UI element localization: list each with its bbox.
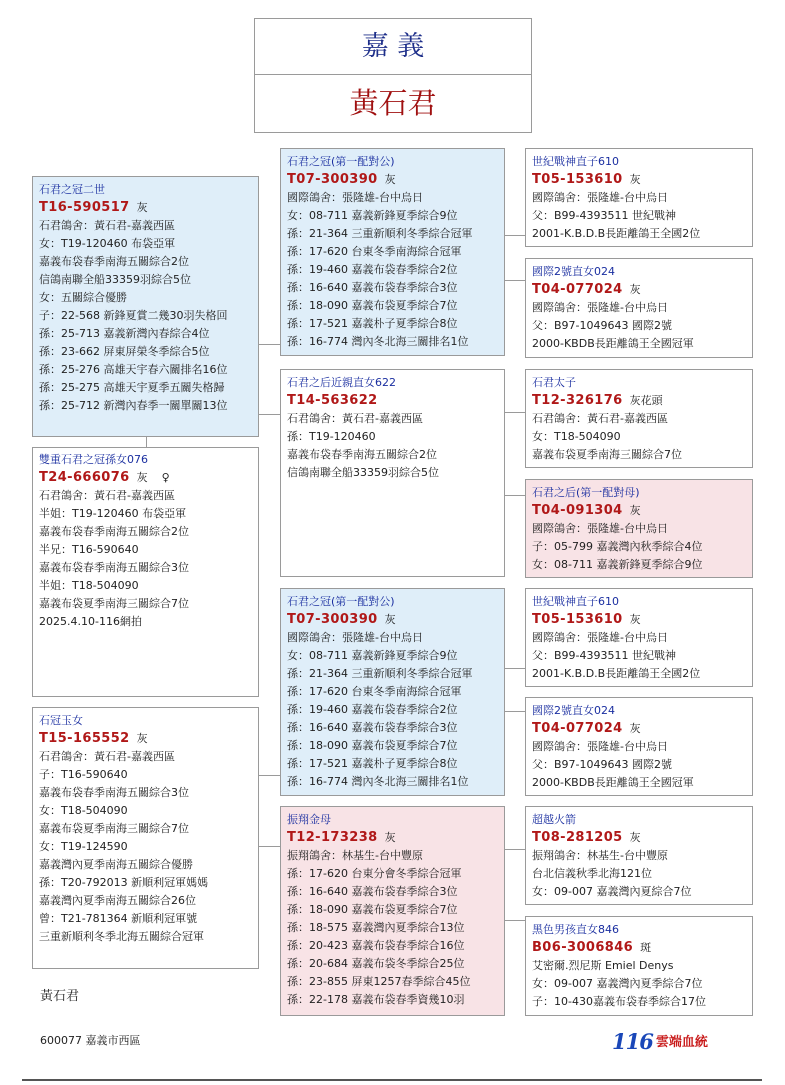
connector-line (505, 495, 525, 496)
pedigree-card-sire (32, 176, 259, 437)
ring-number: T16-590517 (39, 200, 130, 215)
record-line: 女：09-007 嘉義灣內夏綜合7位 (532, 885, 692, 898)
ring-number: T04-091304 (532, 503, 623, 518)
record-line: 曾：T21-781364 新順利冠軍號 (39, 912, 198, 925)
record-line: 國際鴿舍：張隆雄-台中烏日 (532, 522, 668, 535)
record-line: 孫：17-521 嘉義朴子夏季綜合8位 (287, 317, 458, 330)
ring-number: T05-153610 (532, 612, 623, 627)
record-line: 孫：25-276 高雄天宇春六關排名16位 (39, 363, 228, 376)
feather-color: 灰 (136, 201, 148, 214)
ring-number: T04-077024 (532, 721, 623, 736)
ring-number: B06-3006846 (532, 940, 634, 955)
pigeon-name: 石君之后近親直女622 (287, 376, 396, 389)
pedigree-card-granddam (280, 369, 505, 577)
record-line: 嘉義布袋夏季南海三關綜合7位 (39, 597, 189, 610)
pigeon-name: 世紀戰神直子610 (532, 595, 619, 608)
record-line: 孫：16-640 嘉義布袋春季綜合3位 (287, 885, 458, 898)
ring-number: T14-563622 (287, 393, 378, 408)
record-line: 國際鴿舍：張隆雄-台中烏日 (532, 301, 668, 314)
connector-line (505, 711, 525, 712)
record-line: 嘉義灣內夏季南海五關綜合優勝 (39, 858, 193, 871)
owner-address: 600077 嘉義市西區 (40, 1034, 141, 1047)
record-line: 女：五關綜合優勝 (39, 291, 127, 304)
record-line: 振翔鴿舍：林基生-台中豐原 (532, 849, 668, 862)
record-line: 孫：18-090 嘉義布袋夏季綜合7位 (287, 739, 458, 752)
record-line: 子：10-430嘉義布袋春季綜合17位 (532, 995, 706, 1008)
record-line: 孫：16-774 灣內冬北海三關排名1位 (287, 775, 469, 788)
record-line: 孫：18-090 嘉義布袋夏季綜合7位 (287, 299, 458, 312)
record-line: 艾密爾.烈尼斯 Emiel Denys (532, 959, 674, 972)
pedigree-card-subject (32, 447, 259, 697)
pedigree-card-great-grandparent (525, 697, 753, 796)
record-line: 嘉義布袋春季南海五關綜合3位 (39, 561, 189, 574)
pedigree-card-great-grandparent (525, 258, 753, 358)
record-line: 孫：19-460 嘉義布袋春季綜合2位 (287, 703, 458, 716)
feather-color: 灰 (136, 471, 148, 484)
pigeon-name: 世紀戰神直子610 (532, 155, 619, 168)
record-line: 國際鴿舍：張隆雄-台中烏日 (532, 191, 668, 204)
record-line: 孫：25-275 高雄天宇夏季五關失格歸 (39, 381, 225, 394)
record-line: 孫：23-855 屏東1257春季綜合45位 (287, 975, 471, 988)
record-line: 孫：16-640 嘉義布袋春季綜合3位 (287, 281, 458, 294)
record-line: 孫：25-713 嘉義新灣內春綜合4位 (39, 327, 210, 340)
record-line: 女：08-711 嘉義新鋒夏季綜合9位 (287, 209, 458, 222)
feather-color: 灰 (136, 732, 148, 745)
pedigree-card-great-grandparent (525, 479, 753, 578)
record-line: 嘉義布袋春季南海五關綜合3位 (39, 786, 189, 799)
record-line: 半兄：T16-590640 (39, 543, 139, 556)
connector-line (505, 280, 525, 281)
record-line: 2001-K.B.D.B長距離鴿王全國2位 (532, 667, 701, 680)
record-line: 孫：21-364 三重新順利冬季綜合冠軍 (287, 667, 473, 680)
connector-line (505, 849, 525, 850)
record-line: 石君鴿舍：黃石君-嘉義西區 (39, 750, 175, 763)
feather-color: 灰 (629, 173, 641, 186)
record-line: 孫：25-712 新灣內春季一關單關13位 (39, 399, 228, 412)
pigeon-name: 石冠玉女 (39, 714, 83, 727)
record-line: 石君鴿舍：黃石君-嘉義西區 (287, 412, 423, 425)
record-line: 子：T16-590640 (39, 768, 128, 781)
record-line: 國際鴿舍：張隆雄-台中烏日 (287, 631, 423, 644)
pigeon-name: 石君之冠(第一配對公) (287, 595, 395, 608)
record-line: 女：T18-504090 (532, 430, 621, 443)
loft-title: 嘉 義 (254, 18, 532, 76)
record-line: 孫：T19-120460 (287, 430, 376, 443)
record-line: 父：B97-1049643 國際2號 (532, 319, 672, 332)
connector-line (259, 846, 280, 847)
record-line: 半姐：T19-120460 布袋亞軍 (39, 507, 187, 520)
record-line: 孫：16-774 灣內冬北海三關排名1位 (287, 335, 469, 348)
pedigree-card-great-grandparent (525, 369, 753, 468)
record-line: 嘉義布袋夏季南海三關綜合7位 (39, 822, 189, 835)
pigeon-name: 黑色男孩直女846 (532, 923, 619, 936)
logo-text: 雲端血統 (655, 1035, 708, 1050)
record-line: 嘉義灣內夏季南海五關綜合26位 (39, 894, 196, 907)
feather-color: 灰 (629, 831, 641, 844)
record-line: 孫：18-090 嘉義布袋夏季綜合7位 (287, 903, 458, 916)
ring-number: T12-173238 (287, 830, 378, 845)
pedigree-card-grandsire (280, 148, 505, 356)
ring-number: T05-153610 (532, 172, 623, 187)
record-line: 孫：23-662 屏東屏榮冬季綜合5位 (39, 345, 210, 358)
feather-color: 灰 (629, 613, 641, 626)
record-line: 三重新順利冬季北海五關綜合冠軍 (39, 930, 204, 943)
feather-color: 灰 (629, 504, 641, 517)
ring-number: T24-666076 (39, 470, 130, 485)
record-line: 孫：T20-792013 新順利冠軍媽媽 (39, 876, 209, 889)
record-line: 嘉義布袋春季南海五關綜合2位 (287, 448, 437, 461)
record-line: 父：B99-4393511 世紀戰神 (532, 209, 676, 222)
record-line: 國際鴿舍：張隆雄-台中烏日 (532, 631, 668, 644)
record-line: 半姐：T18-504090 (39, 579, 139, 592)
brand-logo[interactable] (612, 1029, 708, 1053)
record-line: 女：T18-504090 (39, 804, 128, 817)
record-line: 父：B97-1049643 國際2號 (532, 758, 672, 771)
record-line: 振翔鴿舍：林基生-台中豐原 (287, 849, 423, 862)
ring-number: T07-300390 (287, 612, 378, 627)
feather-color: 灰 (384, 613, 396, 626)
record-line: 2000-KBDB長距離鴿王全國冠軍 (532, 337, 694, 350)
sex-symbol: ♀ (161, 471, 170, 484)
pigeon-name: 石君之后(第一配對母) (532, 486, 640, 499)
record-line: 孫：20-423 嘉義布袋春季綜合16位 (287, 939, 465, 952)
ring-number: T04-077024 (532, 282, 623, 297)
ring-number: T12-326176 (532, 393, 623, 408)
divider (22, 1079, 762, 1081)
record-line: 石君鴿舍：黃石君-嘉義西區 (532, 412, 668, 425)
connector-line (505, 235, 525, 236)
pigeon-name: 石君太子 (532, 376, 576, 389)
record-line: 孫：22-178 嘉義布袋春季資幾10羽 (287, 993, 465, 1006)
record-line: 子：22-568 新鋒夏賞二幾30羽失格回 (39, 309, 228, 322)
record-line: 子：05-799 嘉義灣內秋季綜合4位 (532, 540, 703, 553)
record-line: 孫：20-684 嘉義布袋冬季綜合25位 (287, 957, 465, 970)
record-line: 信鴿南聯全船33359羽綜合5位 (39, 273, 191, 286)
feather-color: 斑 (640, 941, 652, 954)
feather-color: 灰 (384, 173, 396, 186)
ring-number: T15-165552 (39, 731, 130, 746)
pedigree-card-granddam (280, 806, 505, 1016)
ring-number: T07-300390 (287, 172, 378, 187)
connector-line (146, 437, 147, 447)
record-line: 孫：21-364 三重新順利冬季綜合冠軍 (287, 227, 473, 240)
record-line: 孫：17-620 台東分會冬季綜合冠軍 (287, 867, 462, 880)
record-line: 嘉義布袋春季南海五關綜合2位 (39, 255, 189, 268)
pedigree-card-great-grandparent (525, 148, 753, 247)
record-line: 女：08-711 嘉義新鋒夏季綜合9位 (287, 649, 458, 662)
record-line: 女：T19-120460 布袋亞軍 (39, 237, 176, 250)
pedigree-card-great-grandparent (525, 916, 753, 1016)
record-line: 孫：18-575 嘉義灣內夏季綜合13位 (287, 921, 465, 934)
record-line: 孫：17-620 台東冬季南海綜合冠軍 (287, 245, 462, 258)
pigeon-name: 超越火箭 (532, 813, 576, 826)
connector-line (505, 920, 525, 921)
owner-title: 黃石君 (254, 74, 532, 133)
record-line: 女：08-711 嘉義新鋒夏季綜合9位 (532, 558, 703, 571)
pedigree-card-dam (32, 707, 259, 969)
pedigree-card-grandsire (280, 588, 505, 796)
record-line: 孫：16-640 嘉義布袋春季綜合3位 (287, 721, 458, 734)
record-line: 孫：19-460 嘉義布袋春季綜合2位 (287, 263, 458, 276)
connector-line (259, 344, 280, 345)
record-line: 國際鴿舍：張隆雄-台中烏日 (287, 191, 423, 204)
feather-color: 灰 (384, 831, 396, 844)
feather-color: 灰 (629, 283, 641, 296)
pigeon-name: 石君之冠(第一配對公) (287, 155, 395, 168)
record-line: 孫：17-620 台東冬季南海綜合冠軍 (287, 685, 462, 698)
pigeon-name: 國際2號直女024 (532, 704, 615, 717)
pigeon-name: 雙重石君之冠孫女076 (39, 453, 148, 466)
record-line: 孫：17-521 嘉義朴子夏季綜合8位 (287, 757, 458, 770)
record-line: 石君鴿舍：黃石君-嘉義西區 (39, 489, 175, 502)
record-line: 2001-K.B.D.B長距離鴿王全國2位 (532, 227, 701, 240)
connector-line (505, 412, 525, 413)
connector-line (505, 668, 525, 669)
ring-number: T08-281205 (532, 830, 623, 845)
logo-number: 116 (612, 1029, 653, 1054)
pigeon-name: 振翔金母 (287, 813, 331, 826)
pigeon-name: 石君之冠二世 (39, 183, 105, 196)
feather-color: 灰花頭 (629, 394, 663, 407)
record-line: 2000-KBDB長距離鴿王全國冠軍 (532, 776, 694, 789)
record-line: 嘉義布袋夏季南海三關綜合7位 (532, 448, 682, 461)
owner-signature: 黃石君 (40, 989, 80, 1004)
record-line: 信鴿南聯全船33359羽綜合5位 (287, 466, 439, 479)
pigeon-name: 國際2號直女024 (532, 265, 615, 278)
connector-line (259, 414, 280, 415)
connector-line (259, 775, 280, 776)
record-line: 台北信義秋季北海121位 (532, 867, 652, 880)
feather-color: 灰 (629, 722, 641, 735)
pedigree-card-great-grandparent (525, 806, 753, 905)
pedigree-card-great-grandparent (525, 588, 753, 687)
record-line: 國際鴿舍：張隆雄-台中烏日 (532, 740, 668, 753)
record-line: 女：09-007 嘉義灣內夏季綜合7位 (532, 977, 703, 990)
record-line: 父：B99-4393511 世紀戰神 (532, 649, 676, 662)
record-line: 女：T19-124590 (39, 840, 128, 853)
record-line: 嘉義布袋春季南海五關綜合2位 (39, 525, 189, 538)
record-line: 2025.4.10-116網拍 (39, 615, 142, 628)
record-line: 石君鴿舍：黃石君-嘉義西區 (39, 219, 175, 232)
